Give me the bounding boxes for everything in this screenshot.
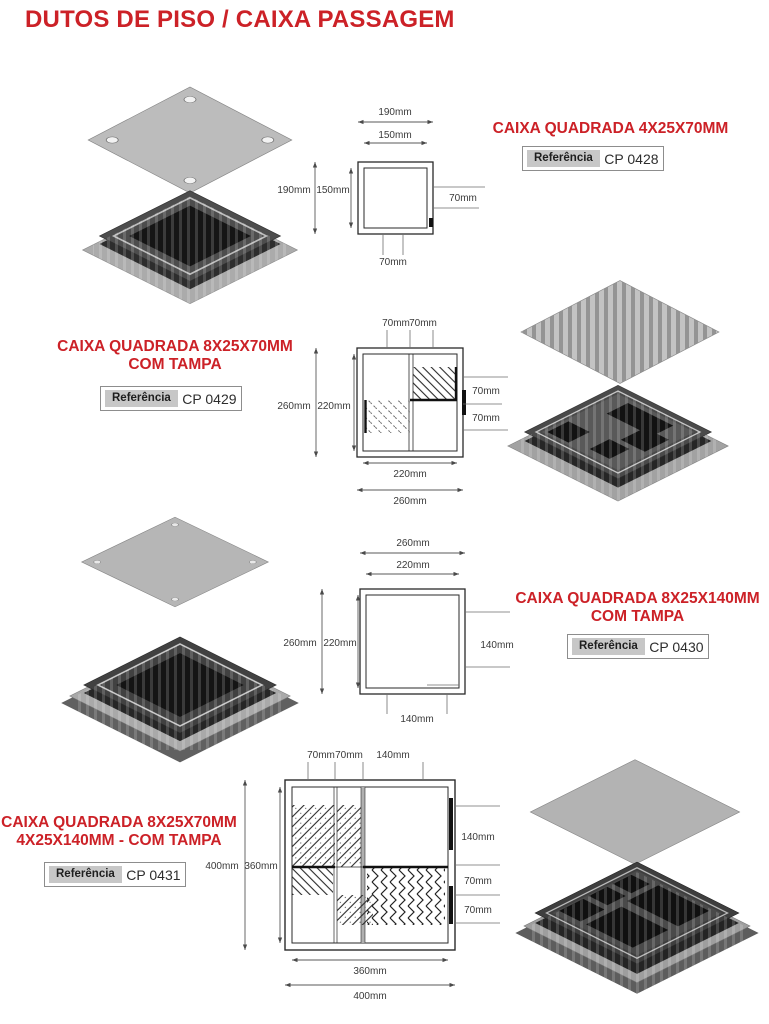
dim-label: 260mm xyxy=(277,401,311,412)
dimension-lines xyxy=(322,553,510,714)
cover-plate xyxy=(88,87,292,193)
dim-label: 140mm xyxy=(376,750,410,761)
technical-drawing-cp0428 xyxy=(265,98,500,273)
dim-label: 70mm xyxy=(464,905,492,916)
reference-box xyxy=(100,386,242,411)
product-illustration-cp0428 xyxy=(75,68,295,308)
dim-label: 190mm xyxy=(277,185,311,196)
dim-label: 140mm xyxy=(461,832,495,843)
product-illustration-cp0429 xyxy=(505,270,740,515)
dim-label: 360mm xyxy=(244,861,278,872)
product-title xyxy=(505,590,769,626)
hatch-area xyxy=(365,400,410,433)
technical-drawing-cp0431 xyxy=(200,738,510,1018)
dim-label: 70mm xyxy=(379,257,407,268)
product-title xyxy=(45,338,305,374)
product-title-line: CAIXA QUADRADA 8X25X70MM xyxy=(1,814,237,831)
hatch-area xyxy=(367,867,445,925)
dim-label: 70mm xyxy=(449,193,477,204)
hatch-area xyxy=(337,805,361,867)
product-title-line: CAIXA QUADRADA 8X25X70MM xyxy=(57,338,293,355)
hatch-area xyxy=(292,867,333,895)
box-outline xyxy=(285,780,455,950)
dim-label: 400mm xyxy=(353,991,387,1002)
dim-label: 220mm xyxy=(317,401,351,412)
dim-label: 70mm xyxy=(472,413,500,424)
box-outline xyxy=(357,348,466,457)
dim-label: 140mm xyxy=(480,640,514,651)
dim-label: 400mm xyxy=(205,861,239,872)
dim-label: 150mm xyxy=(378,130,412,141)
dim-label: 150mm xyxy=(316,185,350,196)
reference-code: CP 0428 xyxy=(604,150,659,167)
reference-code: CP 0430 xyxy=(649,638,704,655)
reference-box xyxy=(567,634,709,659)
cover-plate xyxy=(82,517,269,607)
reference-box xyxy=(44,862,186,887)
dim-label: 70mm xyxy=(335,750,363,761)
dim-label: 220mm xyxy=(396,560,430,571)
product-title-line: CAIXA QUADRADA 8X25X140MM xyxy=(515,590,760,607)
product-title-line: 4X25X140MM - COM TAMPA xyxy=(16,832,222,849)
dim-label: 140mm xyxy=(400,714,434,725)
reference-label: Referência xyxy=(105,390,178,407)
dim-label: 70mm xyxy=(307,750,335,761)
hatch-area xyxy=(413,367,457,400)
reference-label: Referência xyxy=(527,150,600,167)
product-title xyxy=(468,120,753,138)
cover-plate xyxy=(513,273,727,393)
reference-label: Referência xyxy=(49,866,122,883)
page-title: DUTOS DE PISO / CAIXA PASSAGEM xyxy=(25,6,455,33)
reference-code: CP 0429 xyxy=(182,390,237,407)
reference-code: CP 0431 xyxy=(126,866,181,883)
dim-label: 70mm xyxy=(409,318,437,329)
dim-label: 70mm xyxy=(472,386,500,397)
box-outline xyxy=(360,589,465,694)
product-illustration-cp0431 xyxy=(500,755,765,1015)
product-title-line: COM TAMPA xyxy=(128,356,222,373)
reference-box xyxy=(522,146,664,171)
product-title-line: CAIXA QUADRADA 4X25X70MM xyxy=(492,120,729,137)
dim-label: 260mm xyxy=(283,638,317,649)
dim-label: 70mm xyxy=(382,318,410,329)
product-title-line: COM TAMPA xyxy=(590,608,685,625)
box-body xyxy=(508,378,729,510)
hatch-area xyxy=(292,805,335,867)
dim-label: 190mm xyxy=(378,107,412,118)
dim-label: 220mm xyxy=(323,638,357,649)
dim-label: 70mm xyxy=(464,876,492,887)
technical-drawing-cp0430 xyxy=(265,520,535,735)
technical-drawing-cp0429 xyxy=(270,295,535,515)
dim-label: 260mm xyxy=(396,538,430,549)
reference-label: Referência xyxy=(572,638,645,655)
box-body xyxy=(515,860,758,1010)
dim-label: 260mm xyxy=(393,496,427,507)
dim-label: 360mm xyxy=(353,966,387,977)
box-outline xyxy=(358,162,433,234)
cover-plate xyxy=(530,760,739,865)
dim-label: 220mm xyxy=(393,469,427,480)
